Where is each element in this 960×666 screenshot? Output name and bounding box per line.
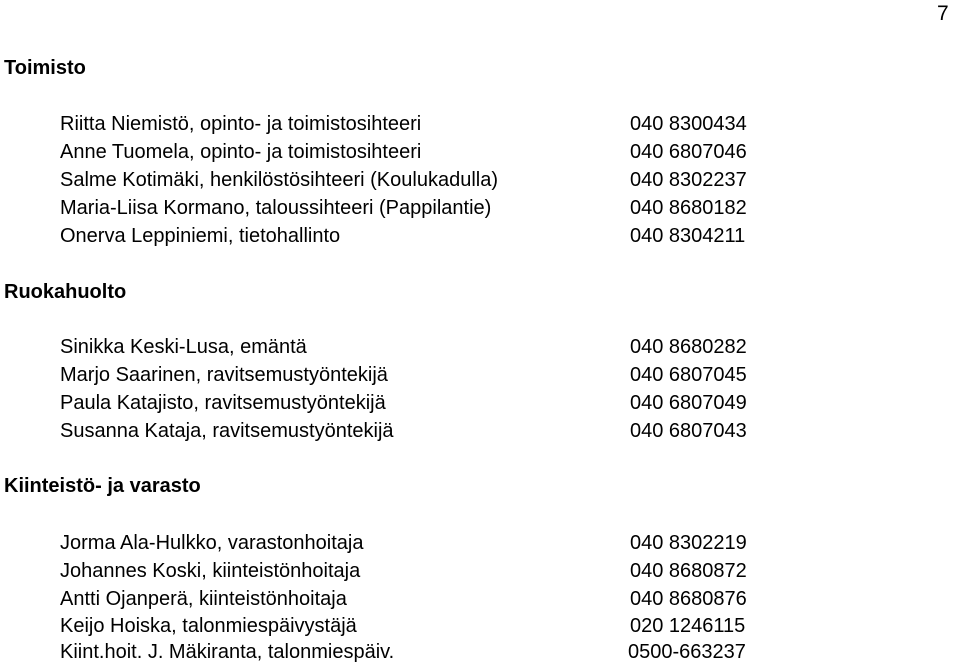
contact-row bbox=[60, 361, 780, 389]
contact-phone: 040 8302237 bbox=[630, 169, 747, 191]
contact-phone: 040 8300434 bbox=[630, 113, 747, 135]
contact-phone: 040 8304211 bbox=[630, 225, 746, 247]
section-heading-ruokahuolto: Ruokahuolto bbox=[4, 281, 127, 303]
contact-name: Antti Ojanperä, kiinteistönhoitaja bbox=[60, 588, 347, 610]
contact-name: Keijo Hoiska, talonmiespäivystäjä bbox=[60, 615, 357, 637]
contact-phone: 040 8680876 bbox=[630, 588, 747, 610]
contact-name: Maria-Liisa Kormano, taloussihteeri (Pappilantie) bbox=[60, 197, 492, 219]
contact-row bbox=[60, 194, 780, 222]
contact-row bbox=[60, 166, 780, 194]
contact-name: Anne Tuomela, opinto- ja toimistosihteeri bbox=[60, 141, 422, 163]
contact-row bbox=[60, 557, 780, 585]
contact-row bbox=[60, 529, 780, 557]
contact-row bbox=[60, 638, 780, 666]
contact-row bbox=[60, 612, 780, 640]
contact-name: Kiint.hoit. J. Mäkiranta, talonmiespäiv. bbox=[60, 641, 395, 663]
contact-phone: 040 8302219 bbox=[630, 532, 747, 554]
contact-phone: 040 8680872 bbox=[630, 560, 747, 582]
contact-name: Johannes Koski, kiinteistönhoitaja bbox=[60, 560, 361, 582]
section-heading-toimisto: Toimisto bbox=[4, 57, 86, 79]
contact-phone: 040 6807045 bbox=[630, 364, 747, 386]
contact-row bbox=[60, 110, 780, 138]
contact-name: Marjo Saarinen, ravitsemustyöntekijä bbox=[60, 364, 388, 386]
contact-phone: 040 8680182 bbox=[630, 197, 747, 219]
page-number: 7 bbox=[937, 2, 949, 25]
contact-phone: 040 6807046 bbox=[630, 141, 747, 163]
contact-row bbox=[60, 389, 780, 417]
contact-phone: 0500-663237 bbox=[628, 641, 746, 663]
contact-row bbox=[60, 333, 780, 361]
contact-row bbox=[60, 585, 780, 613]
contact-phone: 040 8680282 bbox=[630, 336, 747, 358]
contact-phone: 040 6807043 bbox=[630, 420, 747, 442]
contact-name: Onerva Leppiniemi, tietohallinto bbox=[60, 225, 341, 247]
contact-name: Riitta Niemistö, opinto- ja toimistosihteeri bbox=[60, 113, 422, 135]
contact-row bbox=[60, 222, 780, 250]
section-heading-kiinteisto: Kiinteistö- ja varasto bbox=[4, 475, 201, 497]
contact-row bbox=[60, 138, 780, 166]
contact-phone: 020 1246115 bbox=[630, 615, 746, 637]
contact-phone: 040 6807049 bbox=[630, 392, 747, 414]
contact-name: Susanna Kataja, ravitsemustyöntekijä bbox=[60, 420, 394, 442]
contact-name: Salme Kotimäki, henkilöstösihteeri (Koulukadulla) bbox=[60, 169, 498, 191]
contact-name: Jorma Ala-Hulkko, varastonhoitaja bbox=[60, 532, 364, 554]
contact-name: Sinikka Keski-Lusa, emäntä bbox=[60, 336, 307, 358]
contact-row bbox=[60, 417, 780, 445]
contact-name: Paula Katajisto, ravitsemustyöntekijä bbox=[60, 392, 386, 414]
